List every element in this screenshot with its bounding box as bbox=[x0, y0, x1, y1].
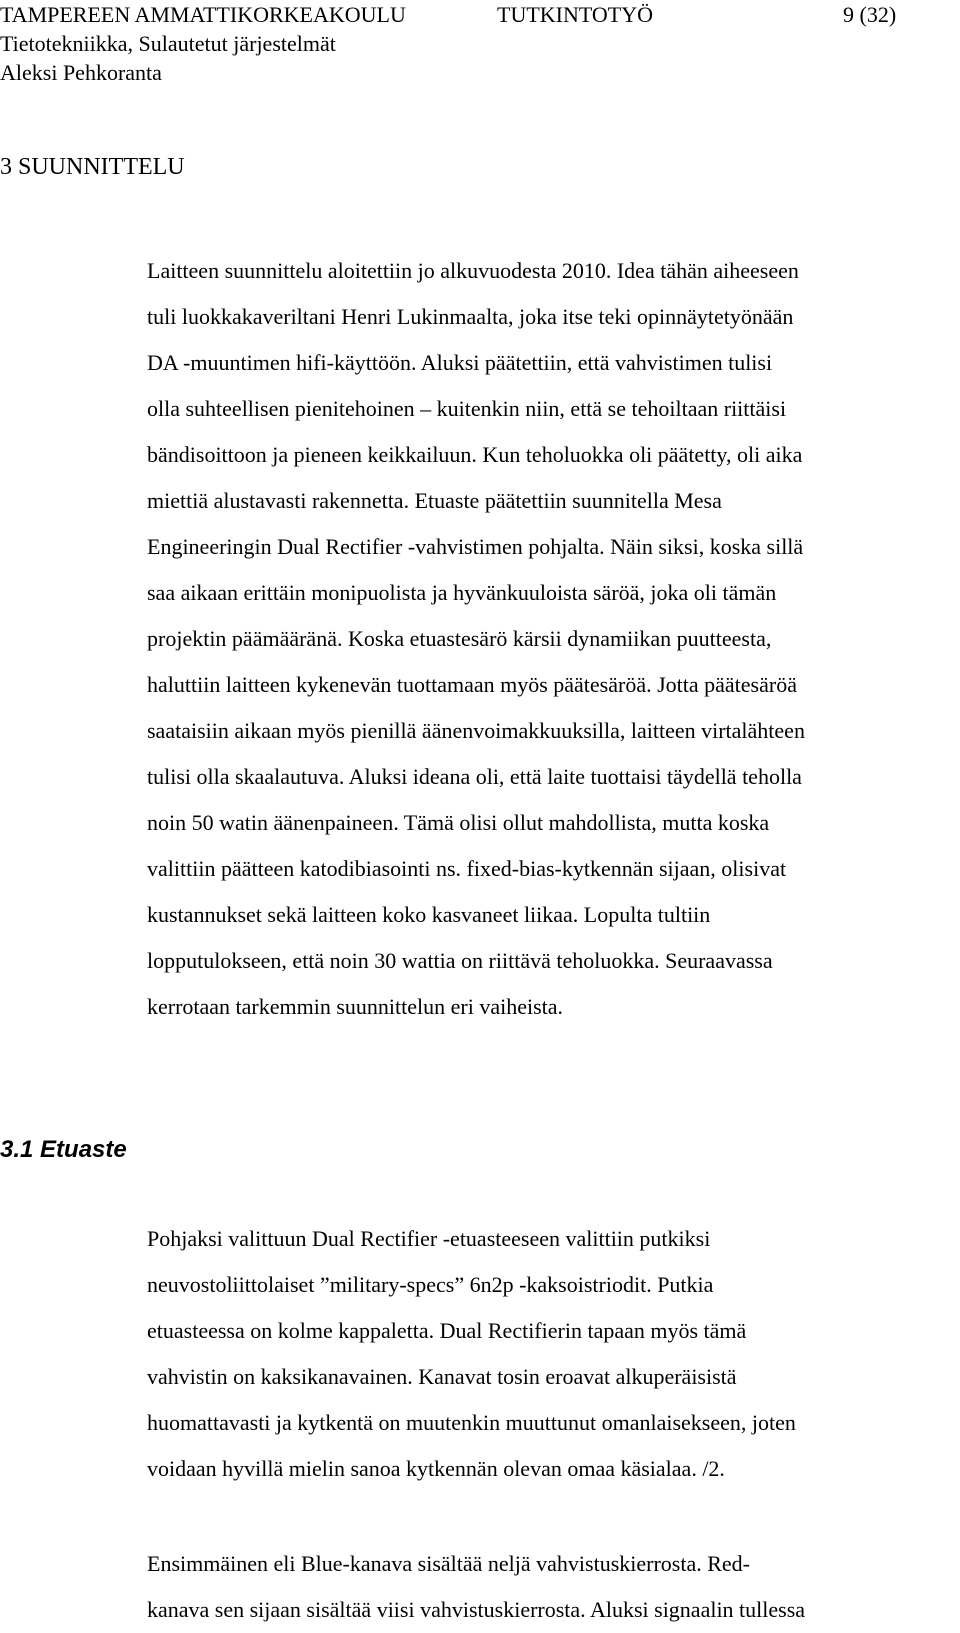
text-line: projektin päämääränä. Koska etuastesärö kärsii dynamiikan puutteesta, bbox=[147, 626, 772, 651]
paragraph-channels bbox=[147, 1541, 947, 1633]
text-line: miettiä alustavasti rakennetta. Etuaste päätettiin suunnitella Mesa bbox=[147, 488, 722, 513]
text-line: lopputulokseen, että noin 30 wattia on riittävä teholuokka. Seuraavassa bbox=[147, 948, 773, 973]
page-header bbox=[0, 0, 945, 87]
paragraph-preamp bbox=[147, 1216, 947, 1492]
text-line: kanava sen sijaan sisältää viisi vahvistuskierrosta. Aluksi signaalin tullessa bbox=[147, 1597, 806, 1622]
text-line: bändisoittoon ja pieneen keikkailuun. Kun teholuokka oli päätetty, oli aika bbox=[147, 442, 803, 467]
text-line: huomattavasti ja kytkentä on muutenkin muuttunut omanlaisekseen, joten bbox=[147, 1410, 796, 1435]
section-title: 3.1 Etuaste bbox=[0, 1136, 127, 1163]
department: Tietotekniikka, Sulautetut järjestelmät bbox=[0, 31, 336, 56]
text-line: kerrotaan tarkemmin suunnittelun eri vaiheista. bbox=[147, 994, 564, 1019]
text-line: Engineeringin Dual Rectifier -vahvistimen pohjalta. Näin siksi, koska sillä bbox=[147, 534, 804, 559]
text-line: DA -muuntimen hifi-käyttöön. Aluksi päätettiin, että vahvistimen tulisi bbox=[147, 350, 773, 375]
text-line: voidaan hyvillä mielin sanoa kytkennän olevan omaa käsialaa. /2. bbox=[147, 1456, 725, 1481]
text-line: tulisi olla skaalautuva. Aluksi ideana oli, että laite tuottaisi täydellä teholla bbox=[147, 764, 802, 789]
text-line: vahvistin on kaksikanavainen. Kanavat tosin eroavat alkuperäisistä bbox=[147, 1364, 737, 1389]
text-line: noin 50 watin äänenpaineen. Tämä olisi ollut mahdollista, mutta koska bbox=[147, 810, 770, 835]
text-line: tuli luokkakaveriltani Henri Lukinmaalta, joka itse teki opinnäytetyönään bbox=[147, 304, 794, 329]
school-name: TAMPEREEN AMMATTIKORKEAKOULU bbox=[0, 2, 406, 27]
text-line: neuvostoliittolaiset ”military-specs” 6n2p -kaksoistriodit. Putkia bbox=[147, 1272, 714, 1297]
author: Aleksi Pehkoranta bbox=[0, 60, 162, 85]
text-line: Laitteen suunnittelu aloitettiin jo alkuvuodesta 2010. Idea tähän aiheeseen bbox=[147, 258, 799, 283]
text-line: olla suhteellisen pienitehoinen – kuitenkin niin, että se tehoiltaan riittäisi bbox=[147, 396, 787, 421]
text-line: etuasteessa on kolme kappaletta. Dual Rectifierin tapaan myös tämä bbox=[147, 1318, 747, 1343]
text-line: Ensimmäinen eli Blue-kanava sisältää neljä vahvistuskierrosta. Red- bbox=[147, 1551, 750, 1576]
text-line: valittiin päätteen katodibiasointi ns. fixed-bias-kytkennän sijaan, olisivat bbox=[147, 856, 787, 881]
text-line: Pohjaksi valittuun Dual Rectifier -etuasteeseen valittiin putkiksi bbox=[147, 1226, 711, 1251]
text-line: saa aikaan erittäin monipuolista ja hyvänkuuloista säröä, joka oli tämän bbox=[147, 580, 777, 605]
text-line: saataisiin aikaan myös pienillä äänenvoimakkuuksilla, laitteen virtalähteen bbox=[147, 718, 805, 743]
paragraph-design-intro bbox=[147, 248, 947, 1030]
chapter-title: 3 SUUNNITTELU bbox=[0, 154, 185, 180]
text-line: haluttiin laitteen kykenevän tuottamaan myös päätesäröä. Jotta päätesäröä bbox=[147, 672, 797, 697]
page-number: 9 (32) bbox=[843, 2, 897, 27]
text-line: kustannukset sekä laitteen koko kasvaneet liikaa. Lopulta tultiin bbox=[147, 902, 711, 927]
document-type: TUTKINTOTYÖ bbox=[497, 2, 654, 27]
